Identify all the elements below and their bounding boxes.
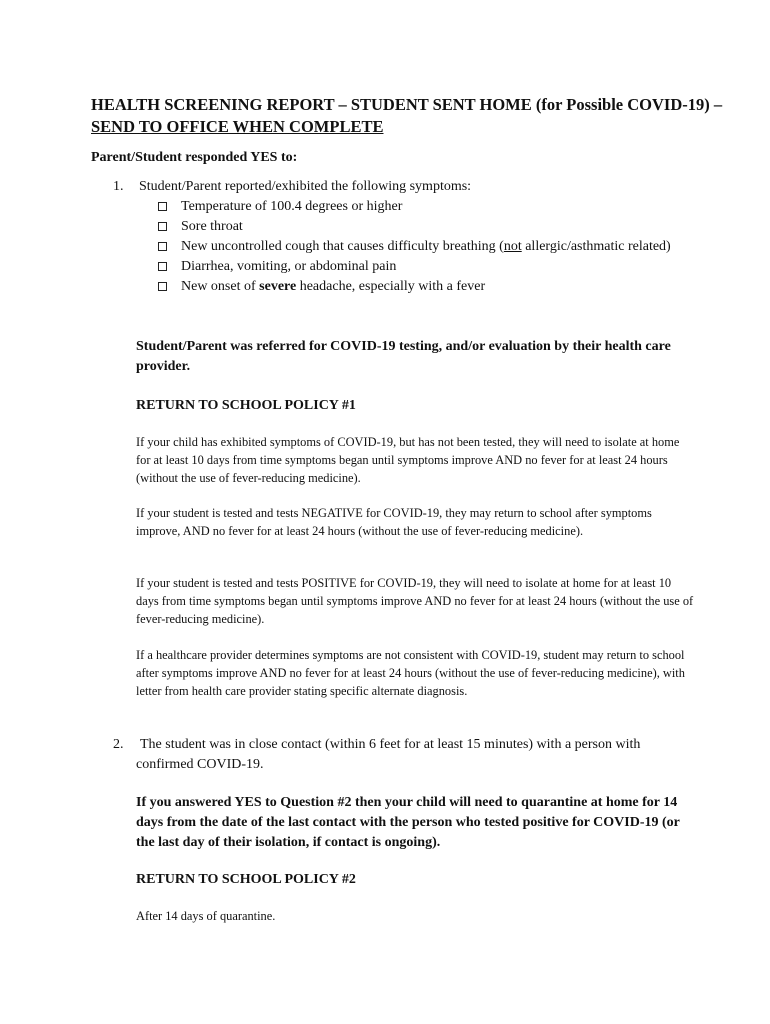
quarantine-statement: If you answered YES to Question #2 then your child will need to quarantine at home for 14 days from the date of the last contact with the person who tested positive for COVID-19 (or the last day of their isolation, if contact is ongoing). bbox=[136, 795, 680, 850]
item-1-text: Student/Parent reported/exhibited the following symptoms: bbox=[139, 179, 472, 194]
symptom-item bbox=[157, 277, 697, 297]
symptom-label: Temperature of 100.4 degrees or higher bbox=[181, 199, 403, 214]
symptom-text-part: New uncontrolled cough that causes difficulty breathing ( bbox=[181, 239, 504, 254]
document-title bbox=[91, 94, 731, 138]
symptom-item bbox=[157, 217, 697, 237]
referral-statement: Student/Parent was referred for COVID-19 testing, and/or evaluation by their health care provider. bbox=[136, 339, 671, 374]
item-2-number: 2. bbox=[113, 737, 124, 752]
symptom-emphasis: not bbox=[503, 239, 522, 254]
item-1-number: 1. bbox=[113, 179, 124, 194]
title-main: HEALTH SCREENING REPORT – STUDENT SENT HOME (for Possible COVID-19) – bbox=[91, 95, 723, 114]
checkbox-icon[interactable] bbox=[158, 222, 167, 231]
checkbox-icon[interactable] bbox=[158, 262, 167, 271]
policy-1-heading: RETURN TO SCHOOL POLICY #1 bbox=[136, 398, 356, 413]
symptom-text-part: allergic/asthmatic related) bbox=[521, 239, 671, 254]
symptom-label: Sore throat bbox=[181, 219, 243, 234]
symptom-text-part: New onset of bbox=[181, 279, 260, 294]
symptom-list bbox=[157, 197, 697, 297]
policy-1-positive: If your student is tested and tests POSITIVE for COVID-19, they will need to isolate at home for at least 10 days from time symptoms began until symptoms improve AND no fever for at least 24 hours (without the use of fever-reducing medicine). bbox=[136, 576, 694, 626]
intro-label: Parent/Student responded YES to: bbox=[91, 150, 298, 165]
policy-1-alternate: If a healthcare provider determines symptoms are not consistent with COVID-19, student may return to school after symptoms improve AND no fever for at least 24 hours (without the use of fever-reducing medicine), with letter from health care provider stating specific alternate diagnosis. bbox=[136, 648, 685, 698]
checkbox-icon[interactable] bbox=[158, 242, 167, 251]
symptom-item bbox=[157, 237, 697, 257]
symptom-item bbox=[157, 197, 697, 217]
policy-1-negative: If your student is tested and tests NEGATIVE for COVID-19, they may return to school after symptoms improve, AND no fever for at least 24 hours (without the use of fever-reducing medicine). bbox=[136, 506, 652, 538]
item-2-text: The student was in close contact (within 6 feet for at least 15 minutes) with a person with confirmed COVID-19. bbox=[136, 737, 641, 772]
symptom-item bbox=[157, 257, 697, 277]
symptom-label bbox=[181, 239, 671, 254]
symptom-label bbox=[181, 279, 485, 294]
symptom-emphasis: severe bbox=[259, 279, 297, 294]
checkbox-icon[interactable] bbox=[158, 282, 167, 291]
symptom-text-part: headache, especially with a fever bbox=[296, 279, 486, 294]
checkbox-icon[interactable] bbox=[158, 202, 167, 211]
title-instruction: SEND TO OFFICE WHEN COMPLETE bbox=[91, 117, 384, 136]
symptom-label: Diarrhea, vomiting, or abdominal pain bbox=[181, 259, 397, 274]
policy-1-untested: If your child has exhibited symptoms of COVID-19, but has not been tested, they will need to isolate at home for at least 10 days from time symptoms began until symptoms improve AND no fever for at least 24 hours (without the use of fever-reducing medicine). bbox=[136, 435, 680, 485]
policy-2-heading: RETURN TO SCHOOL POLICY #2 bbox=[136, 872, 356, 887]
policy-2-text: After 14 days of quarantine. bbox=[136, 909, 276, 923]
